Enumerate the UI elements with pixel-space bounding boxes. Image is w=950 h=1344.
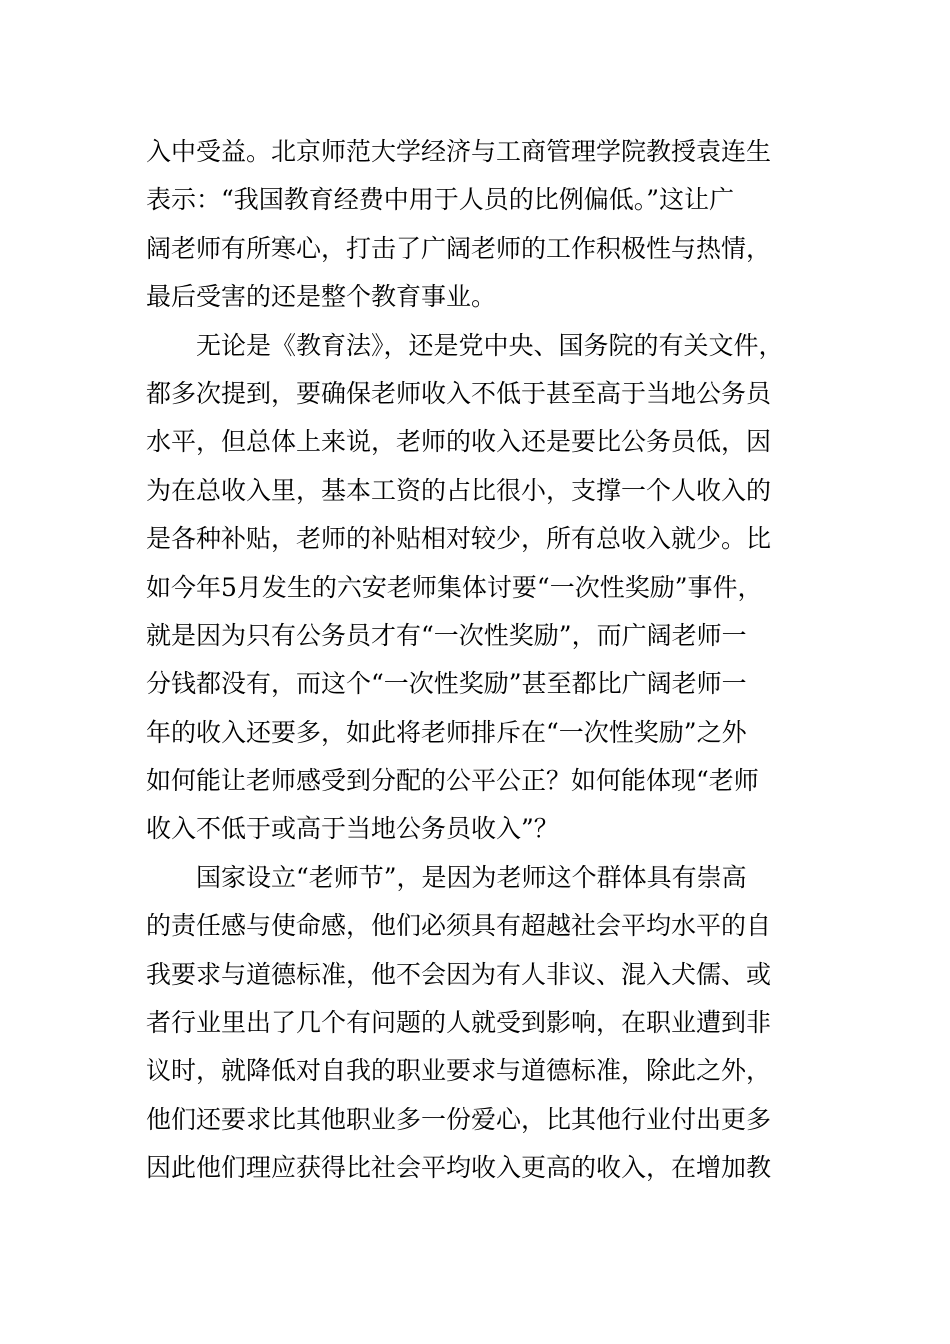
text-line: 收入不低于或高于当地公务员收入”？ bbox=[146, 814, 559, 844]
text-line: 他们还要求比其他职业多一份爱心，比其他行业付出更多 bbox=[146, 1104, 772, 1134]
text-line: 年的收入还要多，如此将老师排斥在“一次性奖励”之外 bbox=[146, 717, 747, 747]
text-line: 分钱都没有，而这个“一次性奖励”甚至都比广阔老师一 bbox=[146, 669, 747, 699]
text-line: 议时，就降低对自我的职业要求与道德标准，除此之外， bbox=[146, 1056, 772, 1086]
text-line: 的责任感与使命感，他们必须具有超越社会平均水平的自 bbox=[146, 911, 772, 941]
text-line: 如今年5月发生的六安老师集体讨要“一次性奖励”事件， bbox=[146, 572, 763, 602]
text-line: 表示：“我国教育经费中用于人员的比例偏低。”这让广 bbox=[146, 185, 735, 215]
text-line: 如何能让老师感受到分配的公平公正？如何能体现“老师 bbox=[146, 766, 759, 796]
text-line: 我要求与道德标准，他不会因为有人非议、混入犬儒、或 bbox=[146, 959, 772, 989]
text-line: 者行业里出了几个有问题的人就受到影响，在职业遭到非 bbox=[146, 1008, 772, 1038]
text-line: 都多次提到，要确保老师收入不低于甚至高于当地公务员 bbox=[146, 378, 772, 408]
text-line: 最后受害的还是整个教育事业。 bbox=[146, 282, 497, 312]
text-line: 入中受益。北京师范大学经济与工商管理学院教授袁连生 bbox=[146, 137, 772, 166]
text-line: 因此他们理应获得比社会平均收入更高的收入，在增加教 bbox=[146, 1153, 772, 1183]
text-line: 水平，但总体上来说，老师的收入还是要比公务员低，因 bbox=[146, 427, 772, 457]
text-line: 就是因为只有公务员才有“一次性奖励”，而广阔老师一 bbox=[146, 620, 747, 650]
paragraph-start-line: 无论是《教育法》，还是党中央、国务院的有关文件， bbox=[196, 330, 784, 360]
text-line: 为在总收入里，基本工资的占比很小，支撑一个人收入的 bbox=[146, 475, 772, 505]
text-line: 是各种补贴，老师的补贴相对较少，所有总收入就少。比 bbox=[146, 524, 772, 554]
paragraph-start-line: 国家设立“老师节”，是因为老师这个群体具有崇高 bbox=[196, 862, 747, 892]
body-text bbox=[146, 128, 846, 1193]
text-line: 阔老师有所寒心，打击了广阔老师的工作积极性与热情， bbox=[146, 233, 772, 263]
